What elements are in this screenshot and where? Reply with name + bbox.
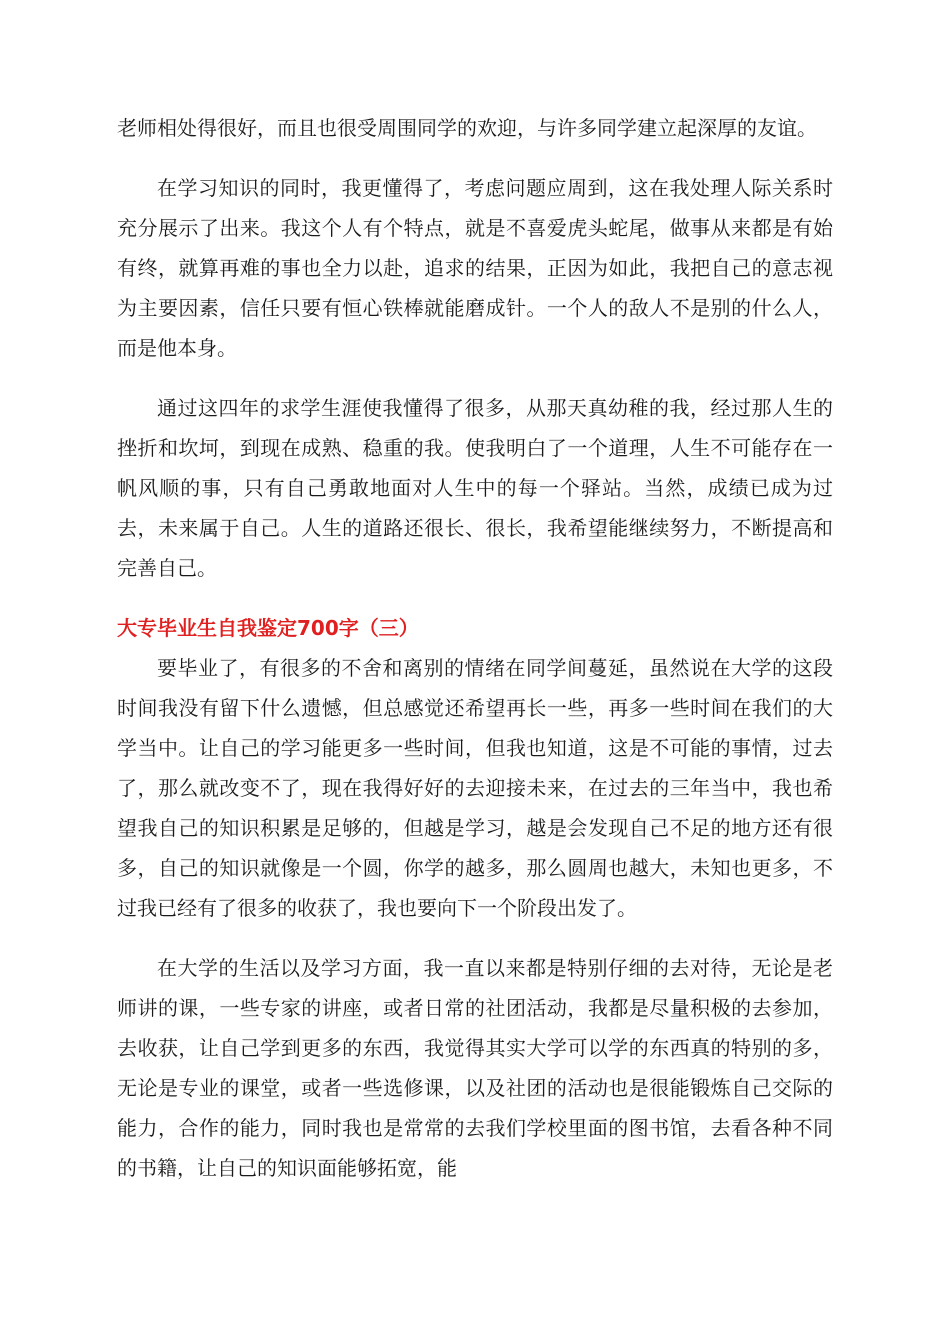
paragraph-continued: 老师相处得很好，而且也很受周围同学的欢迎，与许多同学建立起深厚的友谊。 [117,116,817,140]
paragraph: 通过这四年的求学生涯使我懂得了很多，从那天真幼稚的我，经过那人生的挫折和坎坷，到现在成熟、稳重的我。使我明白了一个道理，人生不可能存在一帆风顺的事，只有自己勇敢地面对人生中的每一个驿站。当然，成绩已成为过去，未来属于自己。人生的道路还很长、很长，我希望能继续努力，不断提高和完善自己。 [117,396,833,580]
paragraph: 在学习知识的同时，我更懂得了，考虑问题应周到，这在我处理人际关系时充分展示了出来。我这个人有个特点，就是不喜爱虎头蛇尾，做事从来都是有始有终，就算再难的事也全力以赴，追求的结果，正因为如此，我把自己的意志视为主要因素，信任只要有恒心铁棒就能磨成针。一个人的敌人不是别的什么人，而是他本身。 [117,176,833,360]
paragraph: 要毕业了，有很多的不舍和离别的情绪在同学间蔓延，虽然说在大学的这段时间我没有留下什么遗憾，但总感觉还希望再长一些，再多一些时间在我们的大学当中。让自己的学习能更多一些时间，但我也知道，这是不可能的事情，过去了，那么就改变不了，现在我得好好的去迎接未来，在过去的三年当中，我也希望我自己的知识积累是足够的，但越是学习，越是会发现自己不足的地方还有很多，自己的知识就像是一个圆，你学的越多，那么圆周也越大，未知也更多，不过我已经有了很多的收获了，我也要向下一个阶段出发了。 [117,656,833,920]
section-heading: 大专毕业生自我鉴定700字（三） [117,616,419,640]
paragraph: 在大学的生活以及学习方面，我一直以来都是特别仔细的去对待，无论是老师讲的课，一些专家的讲座，或者日常的社团活动，我都是尽量积极的去参加，去收获，让自己学到更多的东西，我觉得其实大学可以学的东西真的特别的多，无论是专业的课堂，或者一些选修课，以及社团的活动也是很能锻炼自己交际的能力，合作的能力，同时我也是常常的去我们学校里面的图书馆，去看各种不同的书籍，让自己的知识面能够拓宽，能 [117,956,833,1180]
